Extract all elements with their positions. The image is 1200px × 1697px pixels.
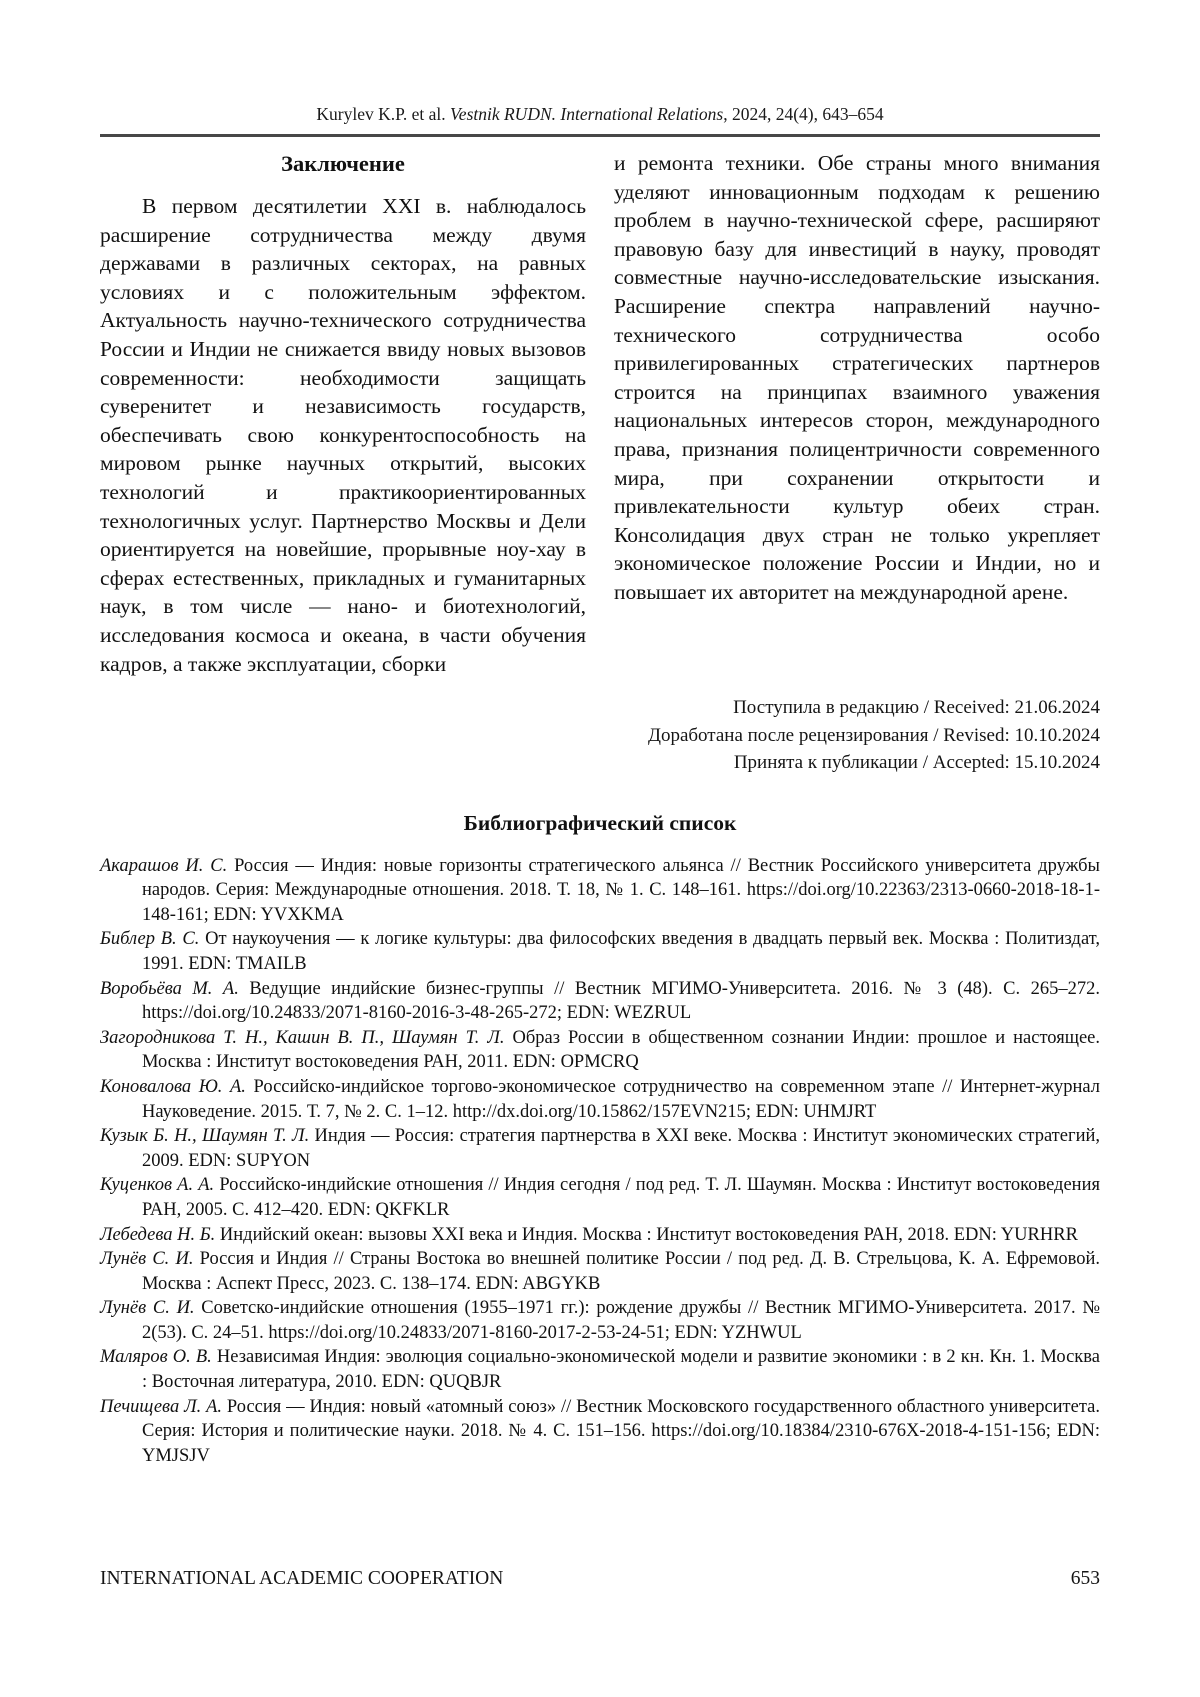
conclusion-paragraph-left: В первом десятилетии XXI в. наблюдалось расширение сотрудничества между двумя державами в различных секторах, на равных условиях и с положительным эффектом. Актуальность научно-технического сотрудничества России и Индии не снижается ввиду новых вызовов современности: необходимости защищать суверенитет и независимость государств, обеспечивать свою конкурентоспособность на мировом рынке научных открытий, высоких технологий и практикоориентированных технологичных услуг. Партнерство Москвы и Дели ориентируется на новейшие, прорывные ноу-хау в сферах естественных, прикладных и гуманитарных наук, в том числе — нано- и биотехнологий, исследования космоса и океана, в части обучения кадров, а также эксплуатации, сборки [100,194,586,676]
revised-date: Доработана после рецензирования / Revised: 10.10.2024 [648,724,1100,746]
article-dates [100,694,1100,777]
conclusion-section [100,149,1100,678]
reference-item [100,1395,1100,1469]
footer-page-number: 653 [1070,1568,1100,1589]
reference-item [100,977,1100,1026]
reference-authors: Печищева Л. А. [100,1396,223,1417]
reference-text: Россия и Индия // Страны Востока во внешней политике России / под ред. Д. В. Стрельцова, К. А. Ефремовой. Москва : Аспект Пресс, 2023. С. 138–174. EDN: ABGYKB [142,1249,1100,1294]
reference-text: Индия — Россия: стратегия партнерства в XXI веке. Москва : Институт экономических стратегий, 2009. EDN: SUPYON [142,1126,1100,1171]
conclusion-paragraph-right: и ремонта техники. Обе страны много внимания уделяют инновационным подходам к решению проблем в научно-технической сфере, расширяют правовую базу для инвестиций в науку, проводят совместные научно-исследовательские изыскания. Расширение спектра направлений научно-технического сотрудничества особо привилегированных стратегических партнеров строится на принципах взаимного уважения национальных интересов сторон, международного права, признания полицентричности современного мира, при сохранении открытости и привлекательности культур обеих стран. Консолидация двух стран не только укрепляет экономическое положение России и Индии, но и повышает их авторитет на международной арене. [614,151,1100,604]
conclusion-heading: Заключение [281,151,405,176]
right-column [614,149,1100,607]
reference-authors: Маляров О. В. [100,1347,212,1368]
reference-item [100,1296,1100,1345]
reference-authors: Куценков А. А. [100,1175,215,1196]
reference-authors: Библер В. С. [100,929,200,950]
reference-authors: Загородникова Т. Н., Кашин В. П., Шаумян Т. Л. [100,1027,505,1048]
reference-item [100,854,1100,928]
reference-text: Независимая Индия: эволюция социально-экономической модели и развитие экономики : в 2 кн. Кн. 1. Москва : Восточная литература, 2010. EDN: QUQBJR [142,1347,1100,1393]
reference-text: Россия — Индия: новые горизонты стратегического альянса // Вестник Российского университета дружбы народов. Серия: Международные отношения. 2018. Т. 18, № 1. С. 148–161. https://doi.org/10.22363/2313-0660-2018-18-1-148-161; EDN: YVXKMA [142,855,1100,925]
reference-item [100,1124,1100,1173]
reference-authors: Лунёв С. И. [100,1298,195,1319]
reference-text: Российско-индийское торгово-экономическое сотрудничество на современном этапе // Интернет-журнал Науковедение. 2015. Т. 7, № 2. С. 1–12. http://dx.doi.org/10.15862/157EVN215; EDN: UHMJRT [142,1076,1100,1122]
reference-item [100,1173,1100,1222]
reference-authors: Лунёв С. И. [100,1249,194,1270]
reference-text: Россия — Индия: новый «атомный союз» // Вестник Московского государственного областного университета. Серия: История и политические науки. 2018. № 4. С. 151–156. https://doi.org/10.18384/2310-676X-2018-4-151-156; EDN: YMJSJV [142,1396,1100,1466]
reference-item [100,927,1100,976]
reference-item [100,1345,1100,1394]
bibliography-heading: Библиографический список [463,810,737,835]
reference-item [100,1075,1100,1124]
page-footer [100,1568,1100,1590]
footer-section-title: INTERNATIONAL ACADEMIC COOPERATION [100,1568,504,1589]
received-date: Поступила в редакцию / Received: 21.06.2024 [733,697,1100,719]
reference-text: Советско-индийские отношения (1955–1971 гг.): рождение дружбы // Вестник МГИМО-Университета. 2017. № 2(53). С. 24–51. https://doi.org/10.24833/2071-8160-2017-2-53-24-51; EDN: YZHWUL [142,1298,1100,1343]
reference-item [100,1223,1100,1248]
header-rule [100,134,1100,137]
reference-text: Ведущие индийские бизнес-группы // Вестник МГИМО-Университета. 2016. № 3 (48). С. 265–272. https://doi.org/10.24833/2071-8160-2016-3-48-265-272; EDN: WEZRUL [142,978,1100,1024]
reference-authors: Акарашов И. С. [100,855,228,876]
running-head-issue-info: , 2024, 24(4), 643–654 [723,104,884,124]
reference-text: Российско-индийские отношения // Индия сегодня / под ред. Т. Л. Шаумян. Москва : Институт востоковедения РАН, 2005. С. 412–420. EDN: QKFKLR [142,1175,1100,1220]
running-head-authors: Kurylev K.P. et al. [316,104,451,124]
reference-text: Индийский океан: вызовы XXI века и Индия. Москва : Институт востоковедения РАН, 2018. EDN: YURHRR [215,1224,1078,1245]
left-column [100,149,586,678]
reference-item [100,1247,1100,1296]
reference-list [100,854,1100,1469]
reference-authors: Воробьёва М. А. [100,978,239,999]
running-head-journal-title: Vestnik RUDN. International Relations [450,104,724,124]
reference-authors: Кузык Б. Н., Шаумян Т. Л. [100,1126,310,1147]
running-head [100,104,1100,125]
reference-authors: Лебедева Н. Б. [100,1224,216,1245]
reference-item [100,1026,1100,1075]
reference-text: Образ России в общественном сознании Индии: прошлое и настоящее. Москва : Институт востоковедения РАН, 2011. EDN: OPMCRQ [142,1027,1100,1073]
reference-text: От наукоучения — к логике культуры: два философских введения в двадцать первый век. Москва : Политиздат, 1991. EDN: TMAILB [142,929,1100,974]
reference-authors: Коновалова Ю. А. [100,1076,246,1097]
accepted-date: Принята к публикации / Accepted: 15.10.2024 [733,752,1100,774]
